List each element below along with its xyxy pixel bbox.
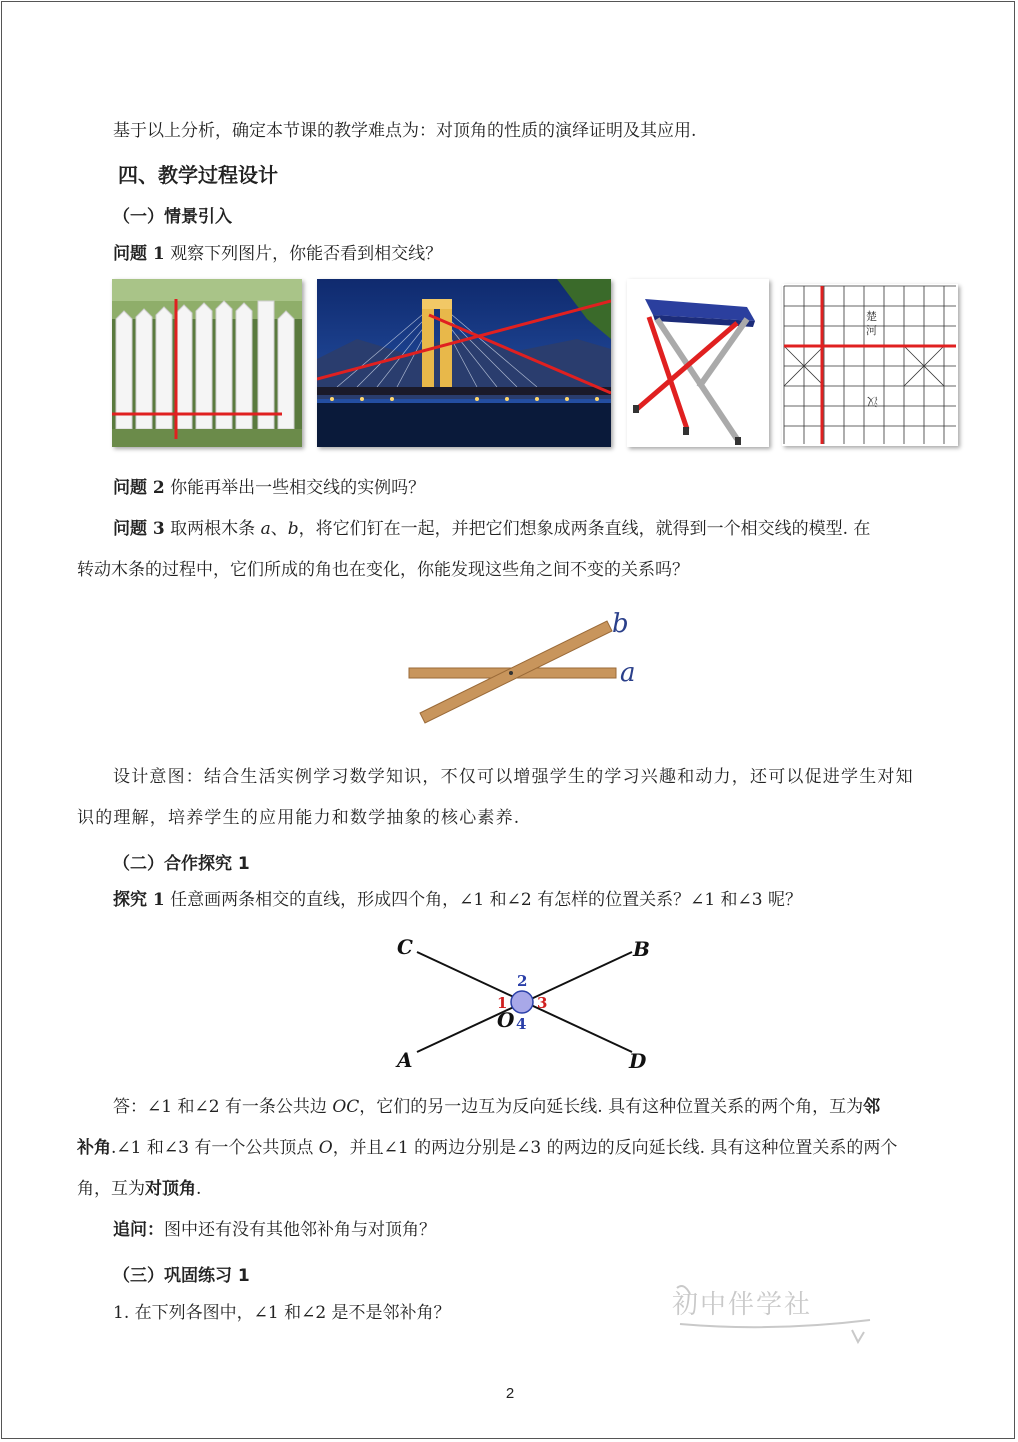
question-1 [113,244,442,264]
bridge-photo [317,279,611,447]
design-intent-line-2: 识的理解，培养学生的应用能力和数学抽象的核心素养. [77,808,521,828]
label-o: O [497,1008,515,1032]
question-1-label: 问题 1 [113,244,165,264]
answer-bold-3: 对顶角 [145,1179,196,1199]
label-b-point: B [633,937,650,961]
question-3-line-1 [113,519,870,539]
label-a: a [620,658,636,688]
answer-text-3a: 角，互为 [77,1179,145,1199]
design-intent-line-1: 设计意图：结合生活实例学习数学知识，不仅可以增强学生的学习兴趣和动力，还可以促进学生对知 [113,767,914,787]
answer-text-2b: ，并且∠1 的两边分别是∠3 的两边的反向延长线. 具有这种位置关系的两个 [332,1138,898,1158]
question-2 [113,478,425,498]
var-b: b [287,519,299,539]
question-3-sep: 、 [270,519,288,539]
fence-photo [112,279,302,447]
label-d: D [629,1049,647,1073]
question-3-label: 问题 3 [113,519,165,539]
chessboard-photo [782,284,958,446]
question-2-text: 你能再举出一些相交线的实例吗？ [170,478,426,498]
watermark: 初中伴学社 [672,1290,813,1320]
explore-1-label: 探究 1 [113,890,165,910]
exercise-1: 1. 在下列各图中，∠1 和∠2 是不是邻补角？ [113,1303,451,1323]
answer-text-1a: 答：∠1 和∠2 有一条公共边 [113,1097,333,1117]
page-number: 2 [505,1385,515,1402]
follow-up-label: 追问： [113,1220,164,1240]
label-a-point: A [397,1048,413,1072]
follow-up-text: 图中还有没有其他邻补角与对顶角？ [164,1220,436,1240]
follow-up-question [113,1220,436,1240]
nail-point [509,671,513,675]
question-3-line-2: 转动木条的过程中，它们所成的角也在变化，你能发现这些角之间不变的关系吗？ [77,560,689,580]
section-title: 四、教学过程设计 [118,163,278,187]
question-3-text-b: ，将它们钉在一起，并把它们想象成两条直线，就得到一个相交线的模型. 在 [298,519,871,539]
answer-text-3b: . [196,1179,202,1199]
svg-text:河: 河 [866,324,877,337]
answer-bold-1: 邻 [863,1097,881,1117]
label-c: C [397,935,413,959]
subsection-title-1: （一）情景引入 [113,207,232,227]
answer-var-oc: OC [332,1097,360,1117]
explore-1-text: 任意画两条相交的直线，形成四个角，∠1 和∠2 有怎样的位置关系？∠1 和∠3 呢？ [170,890,803,910]
watermark-swoosh [672,1280,882,1352]
answer-line-2 [77,1138,897,1158]
intersecting-lines-diagram [387,932,657,1077]
subsection-title-3: （三）巩固练习 1 [113,1266,250,1286]
label-b: b [612,609,629,639]
svg-text:楚: 楚 [866,310,877,323]
stool-photo [627,279,769,447]
angle-2-label: 2 [517,972,528,990]
explore-1 [113,890,802,910]
answer-text-1b: ，它们的另一边互为反向延长线. 具有这种位置关系的两个角，互为 [359,1097,864,1117]
angle-3-label: 3 [537,994,548,1012]
wood-sticks-diagram [402,607,652,732]
angle-4-label: 4 [516,1015,527,1033]
svg-text:汉: 汉 [867,395,878,408]
document-page [1,1,1015,1439]
answer-line-1 [113,1097,880,1117]
question-3-text-a: 取两根木条 [170,519,261,539]
question-1-text: 观察下列图片，你能否看到相交线？ [170,244,443,264]
answer-bold-2: 补角 [77,1138,111,1158]
subsection-title-2: （二）合作探究 1 [113,854,250,874]
answer-line-3 [77,1179,201,1199]
var-a: a [260,519,271,539]
question-2-label: 问题 2 [113,478,165,498]
intro-paragraph: 基于以上分析，确定本节课的教学难点为：对顶角的性质的演绎证明及其应用. [113,121,697,141]
answer-var-o: O [318,1138,333,1158]
angle-1-label: 1 [497,994,508,1012]
answer-text-2a: .∠1 和∠3 有一个公共顶点 [111,1138,319,1158]
